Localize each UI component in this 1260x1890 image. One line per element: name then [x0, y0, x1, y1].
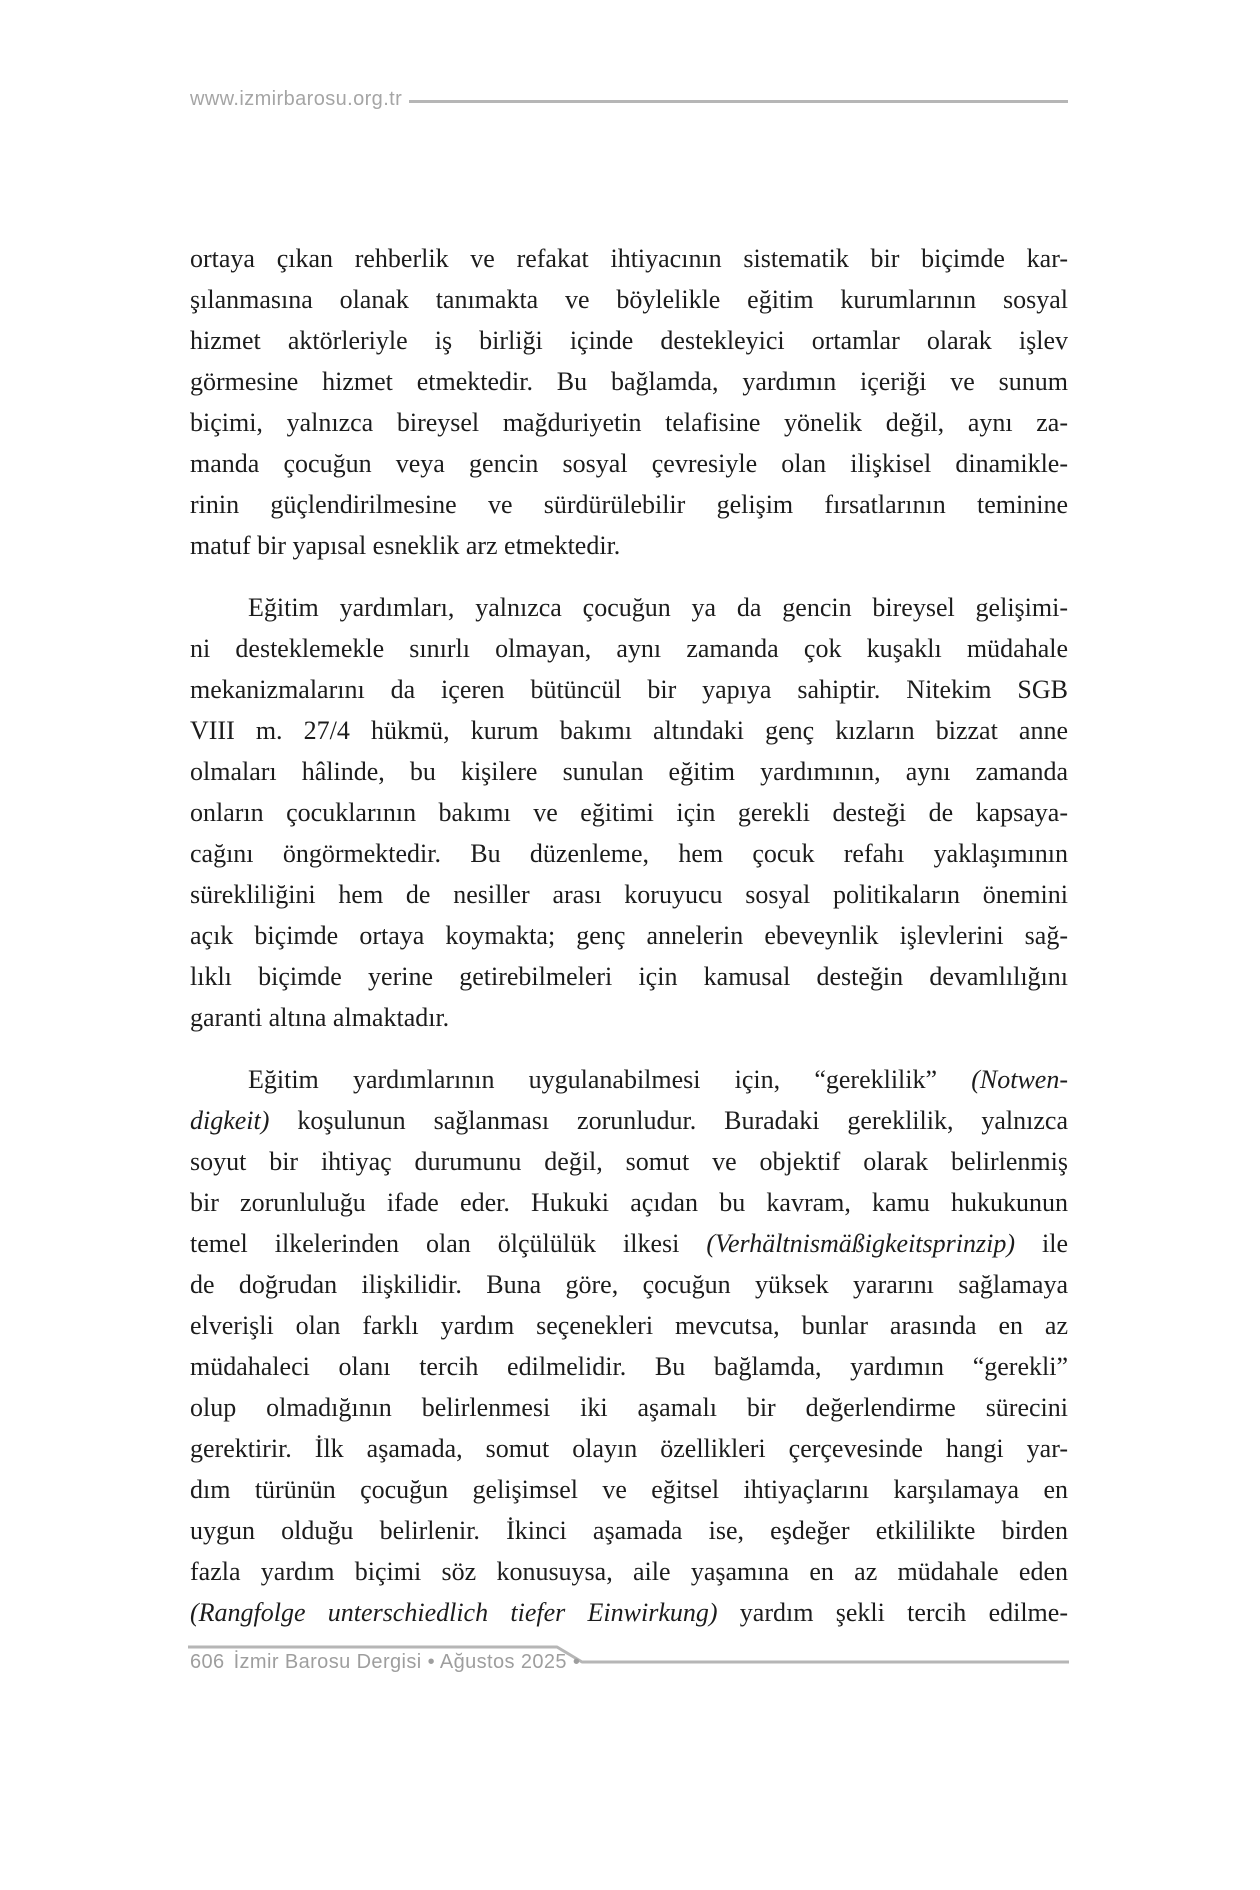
text-line: ni desteklemekle sınırlı olmayan, aynı zamanda çok kuşaklı müdahale [190, 634, 1068, 663]
page-footer [190, 1651, 580, 1674]
text-line: temel ilkelerinden olan ölçülülük ilkesi (Verhältnismäßigkeitsprinzip) ile [190, 1229, 1068, 1258]
text-line: olup olmadığının belirlenmesi iki aşamalı bir değerlendirme sürecini [190, 1393, 1068, 1422]
text-line: sürekliliğini hem de nesiller arası koruyucu sosyal politikaların önemini [190, 880, 1068, 909]
text-line: Eğitim yardımlarının uygulanabilmesi için, “gereklilik” (Notwen- [248, 1065, 1068, 1094]
text-line: bir zorunluluğu ifade eder. Hukuki açıdan bu kavram, kamu hukukunun [190, 1188, 1068, 1217]
text-line: gerektirir. İlk aşamada, somut olayın özellikleri çerçevesinde hangi yar- [190, 1434, 1068, 1463]
header-url: www.izmirbarosu.org.tr [190, 88, 403, 110]
text-line: de doğrudan ilişkilidir. Buna göre, çocuğun yüksek yararını sağlamaya [190, 1270, 1068, 1299]
paragraph [190, 238, 1068, 566]
journal-info: İzmir Barosu Dergisi • Ağustos 2025 • [233, 1651, 581, 1673]
text-line: soyut bir ihtiyaç durumunu değil, somut ve objektif olarak belirlenmiş [190, 1147, 1068, 1176]
header-rule [409, 100, 1068, 103]
text-line: şılanmasına olanak tanımakta ve böylelikle eğitim kurumlarının sosyal [190, 285, 1068, 314]
text-line: onların çocuklarının bakımı ve eğitimi için gerekli desteği de kapsaya- [190, 798, 1068, 827]
text-line: biçimi, yalnızca bireysel mağduriyetin telafisine yönelik değil, aynı za- [190, 408, 1068, 437]
page-header [190, 88, 1068, 111]
page-number: 606 [190, 1651, 225, 1673]
article-body [190, 238, 1068, 1633]
paragraph [190, 1059, 1068, 1633]
text-line: fazla yardım biçimi söz konusuysa, aile yaşamına en az müdahale eden [190, 1557, 1068, 1586]
paragraph [190, 587, 1068, 1038]
text-line: uygun olduğu belirlenir. İkinci aşamada ise, eşdeğer etkililikte birden [190, 1516, 1068, 1545]
text-line: garanti altına almaktadır. [190, 1003, 450, 1032]
text-line: müdahaleci olanı tercih edilmelidir. Bu bağlamda, yardımın “gerekli” [190, 1352, 1068, 1381]
text-line: matuf bir yapısal esneklik arz etmektedir. [190, 531, 621, 560]
text-line: ortaya çıkan rehberlik ve refakat ihtiyacının sistematik bir biçimde kar- [190, 244, 1068, 273]
text-line: lıklı biçimde yerine getirebilmeleri için kamusal desteğin devamlılığını [190, 962, 1068, 991]
text-line: elverişli olan farklı yardım seçenekleri mevcutsa, bunlar arasında en az [190, 1311, 1068, 1340]
text-line: Eğitim yardımları, yalnızca çocuğun ya da gencin bireysel gelişimi- [248, 593, 1068, 622]
text-line: mekanizmalarını da içeren bütüncül bir yapıya sahiptir. Nitekim SGB [190, 675, 1068, 704]
text-line: rinin güçlendirilmesine ve sürdürülebilir gelişim fırsatlarının teminine [190, 490, 1068, 519]
text-line: (Rangfolge unterschiedlich tiefer Einwirkung) yardım şekli tercih edilme- [190, 1598, 1068, 1627]
text-line: görmesine hizmet etmektedir. Bu bağlamda, yardımın içeriği ve sunum [190, 367, 1068, 396]
text-line: manda çocuğun veya gencin sosyal çevresiyle olan ilişkisel dinamikle- [190, 449, 1068, 478]
text-line: hizmet aktörleriyle iş birliği içinde destekleyici ortamlar olarak işlev [190, 326, 1068, 355]
text-line: dım türünün çocuğun gelişimsel ve eğitsel ihtiyaçlarını karşılamaya en [190, 1475, 1068, 1504]
text-line: digkeit) koşulunun sağlanması zorunludur. Buradaki gereklilik, yalnızca [190, 1106, 1068, 1135]
text-line: olmaları hâlinde, bu kişilere sunulan eğitim yardımının, aynı zamanda [190, 757, 1068, 786]
text-line: cağını öngörmektedir. Bu düzenleme, hem çocuk refahı yaklaşımının [190, 839, 1068, 868]
text-line: açık biçimde ortaya koymakta; genç annelerin ebeveynlik işlevlerini sağ- [190, 921, 1068, 950]
text-line: VIII m. 27/4 hükmü, kurum bakımı altındaki genç kızların bizzat anne [190, 716, 1068, 745]
